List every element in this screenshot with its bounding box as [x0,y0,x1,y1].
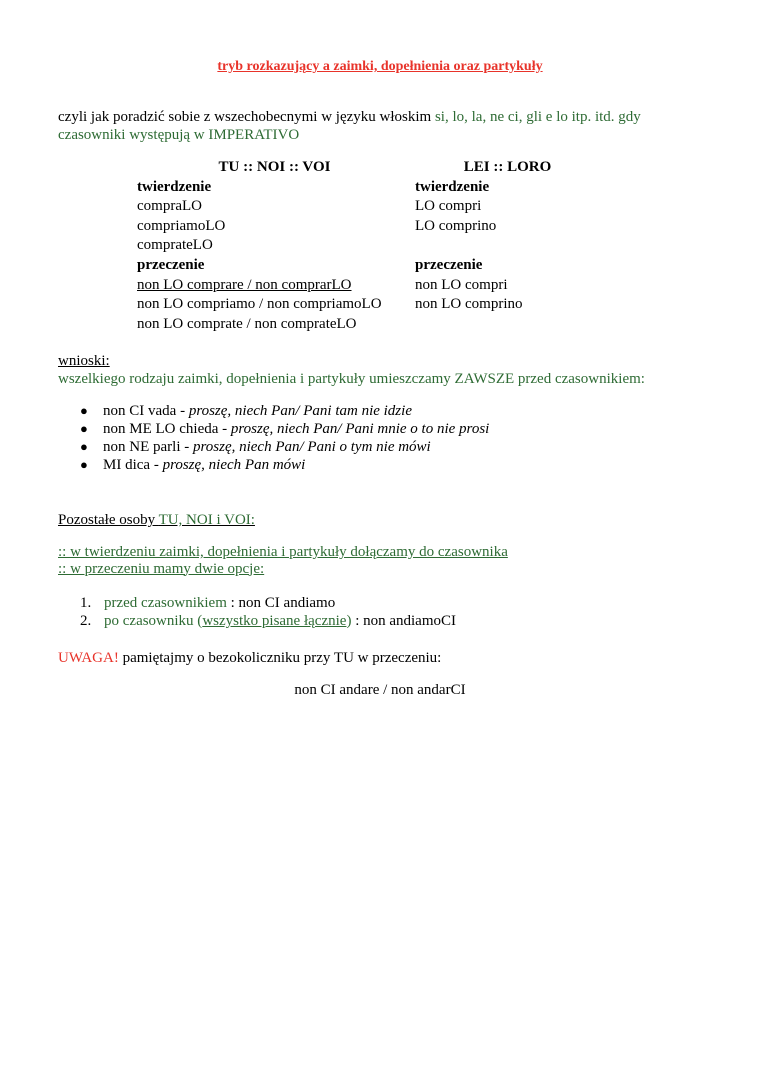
bullet-icon: ● [80,403,88,418]
conclusions-section [58,352,645,388]
left-affirmative-label: twierdzenie [137,178,212,195]
bullet-icon: ● [80,457,88,472]
rules-section [58,544,508,577]
right-negative-item: non LO comprino [415,296,523,313]
warning-note [58,649,441,667]
left-negative-label: przeczenie [137,256,205,273]
table-left-header: TU :: NOI :: VOI [218,159,331,175]
left-negative-item: non LO compriamo / non compriamoLO [137,296,382,313]
left-affirmative-item: compraLO [137,198,202,215]
examples-list [78,402,489,474]
list-item: 1. przed czasownikiem : non CI andiamo [80,595,336,611]
rule-affirmative: :: w twierdzeniu zaimki, dopełnienia i partykuły dołączamy do czasownika [58,544,508,560]
warning-text: pamiętajmy o bezokoliczniku przy TU w przeczeniu: [118,650,442,666]
table-right-header: LEI :: LORO [463,159,552,175]
list-item: 2. po czasowniku (wszystko pisane łącznie) : non andiamoCI [80,613,457,629]
left-negative-item: non LO comprate / non comprateLO [137,315,357,332]
rule-negative: :: w przeczeniu mamy dwie opcje: [58,560,265,577]
conclusions-label: wnioski: [58,353,110,369]
other-persons-heading: Pozostałe osoby TU, NOI i VOI: [58,512,255,528]
list-item: ● MI dica - proszę, niech Pan mówi [80,457,306,473]
warning-label: UWAGA! [58,650,119,666]
right-affirmative-label: twierdzenie [415,178,490,195]
left-affirmative-item: compriamoLO [137,217,226,234]
table-left-column [137,158,412,334]
right-affirmative-item: LO compri [415,198,482,215]
bullet-icon: ● [80,439,88,454]
final-example: non CI andare / non andarCI [294,682,466,698]
list-item: ● non NE parli - proszę, niech Pan/ Pani o tym nie mówi [80,439,431,455]
right-negative-item: non LO compri [415,276,508,293]
conclusions-text: wszelkiego rodzaju zaimki, dopełnienia i partykuły umieszczamy ZAWSZE przed czasownikiem: [58,371,645,387]
intro-paragraph [58,108,678,144]
table-right-column [415,158,600,315]
left-affirmative-item: comprateLO [137,237,213,254]
right-affirmative-item: LO comprino [415,217,497,234]
bullet-icon: ● [80,421,88,436]
right-negative-label: przeczenie [415,256,483,273]
options-list [80,594,456,630]
list-item: ● non ME LO chieda - proszę, niech Pan/ Pani mnie o to nie prosi [80,421,490,437]
document-title: tryb rozkazujący a zaimki, dopełnienia oraz partykuły [217,59,543,74]
intro-text: czyli jak poradzić sobie z wszechobecnymi w języku włoskim [58,109,435,125]
left-negative-item: non LO comprare / non comprarLO [137,276,352,293]
intro-particles: si, lo, la, ne ci, gli e lo itp. itd. gdy czasowniki występują w IMPERATIVO [58,109,641,143]
list-item: ● non CI vada - proszę, niech Pan/ Pani tam nie idzie [80,403,412,419]
